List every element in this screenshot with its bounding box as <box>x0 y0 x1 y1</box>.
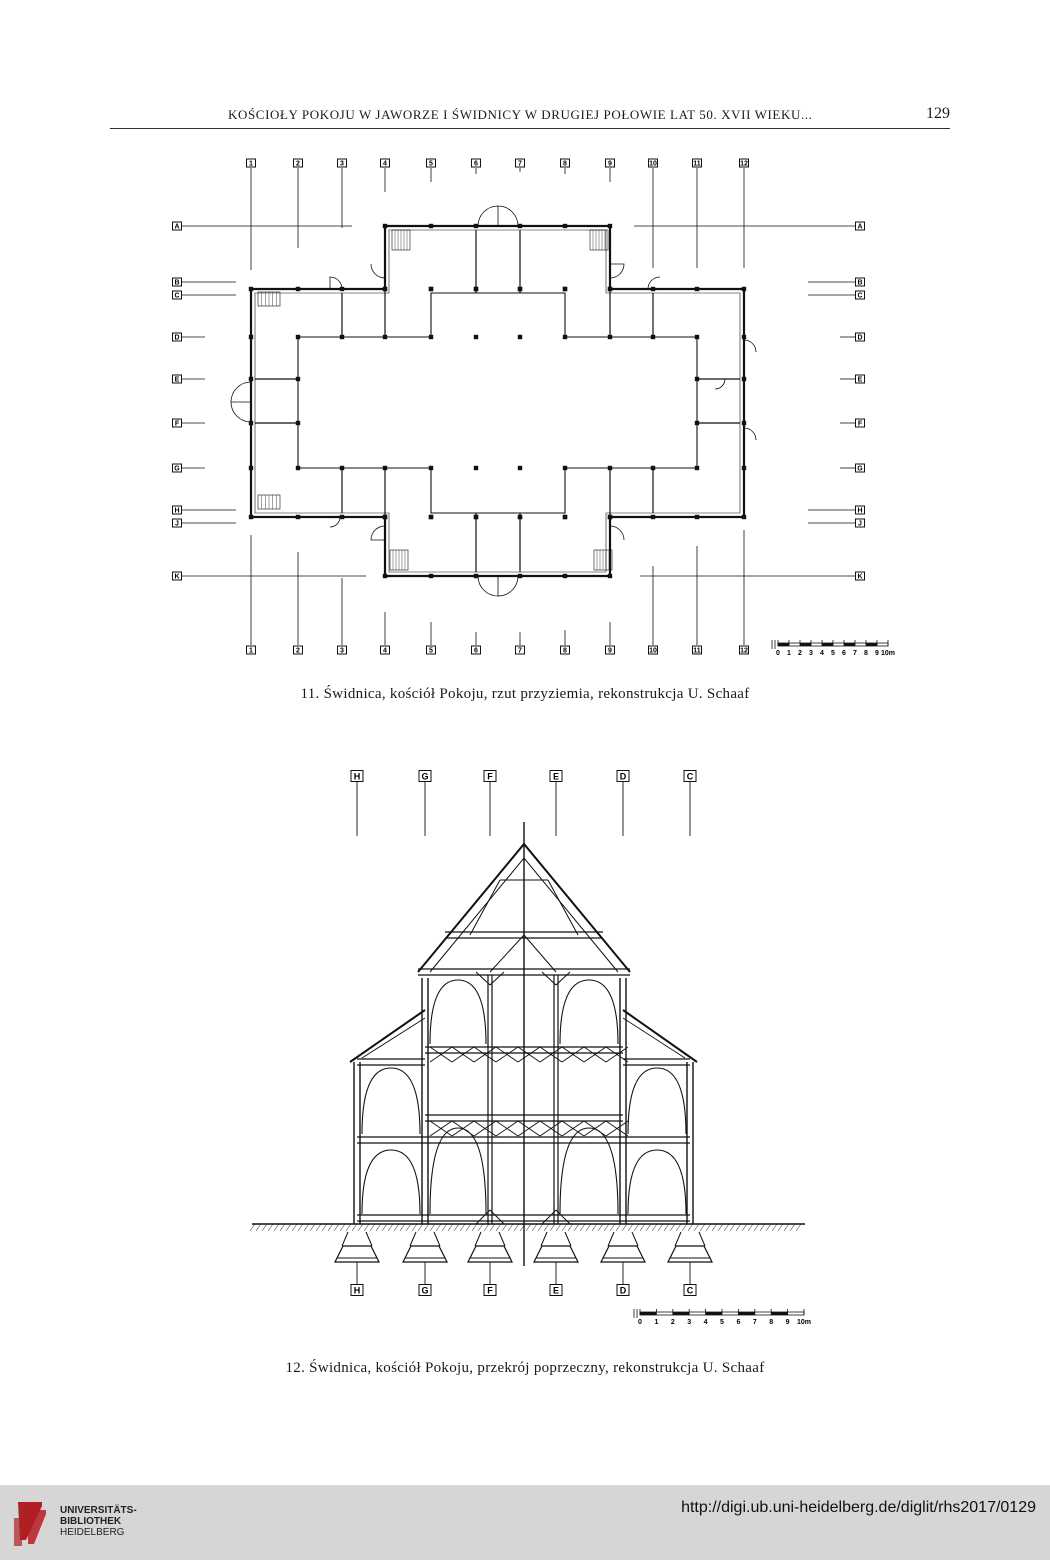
section-scale-bar-tick-label: 0 <box>638 1319 642 1326</box>
ground-hatch <box>358 1224 363 1231</box>
ground-hatch <box>574 1224 579 1231</box>
ground-hatch <box>334 1224 339 1231</box>
foundation-strut <box>565 1232 571 1246</box>
library-logo-icon <box>12 1496 52 1548</box>
grid-row-label-right: K <box>857 573 863 581</box>
foundation-footing <box>403 1246 447 1262</box>
plan-scale-bar-tick-label: 7 <box>853 650 857 657</box>
ground-hatch <box>712 1224 717 1231</box>
foundation-strut <box>434 1232 440 1246</box>
section-scale-bar-tick-label: 8 <box>769 1319 774 1326</box>
plan-scale-bar-tick-label: 1 <box>787 650 791 657</box>
section-scale-bar-tick-label: 6 <box>736 1319 741 1326</box>
ground-hatch <box>256 1224 261 1231</box>
library-line-3: HEIDELBERG <box>60 1527 125 1538</box>
ground-hatch <box>406 1224 411 1231</box>
grid-column-label-bottom: 5 <box>429 647 433 655</box>
ground-hatch <box>310 1224 315 1231</box>
section-axis-label-bottom: E <box>552 1285 560 1296</box>
section-scale-bar-tick-label: 1 <box>654 1319 659 1326</box>
plan-scale-bar-tick-label: 4 <box>820 650 824 657</box>
plan-scale-bar-tick-label: 5 <box>831 650 835 657</box>
foundation-strut <box>699 1232 705 1246</box>
ground-hatch <box>598 1224 603 1231</box>
ground-hatch <box>292 1224 297 1231</box>
section-axis-label-top: H <box>353 771 361 782</box>
ground-hatch <box>718 1224 723 1231</box>
foundation-footing <box>335 1246 379 1262</box>
ground-hatch <box>472 1224 477 1231</box>
ground-hatch <box>724 1224 729 1231</box>
ground-hatch <box>640 1224 645 1231</box>
section-scale-bar-tick-label: 10m <box>796 1319 812 1326</box>
ground-hatch <box>550 1224 555 1231</box>
grid-column-label-bottom: 12 <box>740 647 748 655</box>
plan-scale-bar-tick-label: 3 <box>809 650 813 657</box>
ground-hatch <box>772 1224 777 1231</box>
ground-hatch <box>658 1224 663 1231</box>
ground-hatch <box>622 1224 627 1231</box>
grid-row-label-left: J <box>175 520 179 528</box>
ground-hatch <box>634 1224 639 1231</box>
ground-hatch <box>670 1224 675 1231</box>
ground-hatch <box>754 1224 759 1231</box>
foundation-strut <box>499 1232 505 1246</box>
grid-row-label-left: D <box>174 334 180 342</box>
ground-hatch <box>304 1224 309 1231</box>
figure-1-caption: 11. Świdnica, kościół Pokoju, rzut przyziemia, rekonstrukcja U. Schaaf <box>300 686 750 702</box>
grid-column-label-bottom: 4 <box>383 647 387 655</box>
ground-hatch <box>274 1224 279 1231</box>
foundation-footing <box>534 1246 578 1262</box>
ground-hatch <box>346 1224 351 1231</box>
ground-hatch <box>298 1224 303 1231</box>
roof-truss-brace <box>490 935 524 972</box>
source-url-link[interactable]: http://digi.ub.uni-heidelberg.de/diglit/rhs2017/0129 <box>681 1499 1036 1516</box>
ground-hatch <box>388 1224 393 1231</box>
section-axis-label-top: F <box>487 771 493 782</box>
ground-hatch <box>400 1224 405 1231</box>
section-axis-label-bottom: F <box>487 1285 493 1296</box>
section-scale-bar-tick-label: 7 <box>752 1319 757 1326</box>
arched-brace <box>628 1068 686 1134</box>
ground-hatch <box>490 1224 495 1231</box>
ground-hatch <box>436 1224 441 1231</box>
ground-hatch <box>784 1224 789 1231</box>
grid-row-label-left: F <box>174 420 180 428</box>
section-scale-bar-segment <box>706 1312 722 1315</box>
grid-column-label-top: 10 <box>649 160 657 168</box>
ground-hatch <box>736 1224 741 1231</box>
grid-row-label-left: A <box>174 223 180 231</box>
ground-hatch <box>760 1224 765 1231</box>
ground-hatch <box>616 1224 621 1231</box>
ground-hatch <box>580 1224 585 1231</box>
arched-brace <box>560 1128 618 1214</box>
grid-column-label-top: 4 <box>383 160 387 168</box>
ground-hatch <box>316 1224 321 1231</box>
ground-hatch <box>430 1224 435 1231</box>
foundation-footing <box>668 1246 712 1262</box>
ground-hatch <box>652 1224 657 1231</box>
ground-hatch <box>328 1224 333 1231</box>
ground-hatch <box>466 1224 471 1231</box>
foundation-strut <box>608 1232 614 1246</box>
plan-scale-bar-tick-label: 8 <box>864 650 868 657</box>
ground-hatch <box>502 1224 507 1231</box>
ground-hatch <box>766 1224 771 1231</box>
plan-scale-bar-tick-label: 9 <box>875 650 879 657</box>
ground-hatch <box>706 1224 711 1231</box>
grid-row-label-right: H <box>857 507 863 515</box>
plan-scale-bar-tick-label: 2 <box>798 650 802 657</box>
arched-brace <box>560 980 618 1044</box>
aisle-roof-inner <box>362 1018 425 1058</box>
foundation-strut <box>475 1232 481 1246</box>
aisle-roof-inner <box>623 1018 685 1058</box>
foundation-strut <box>366 1232 372 1246</box>
grid-row-label-left: C <box>174 292 180 300</box>
ground-hatch <box>556 1224 561 1231</box>
ground-hatch <box>340 1224 345 1231</box>
ground-hatch <box>352 1224 357 1231</box>
roof-truss-brace <box>524 935 556 972</box>
running-title: KOŚCIOŁY POKOJU W JAWORZE I ŚWIDNICY W DRUGIEJ POŁOWIE LAT 50. XVII WIEKU... <box>228 107 813 122</box>
arched-brace <box>430 980 486 1044</box>
plan-scale-bar-tick-label: 6 <box>842 650 846 657</box>
grid-column-label-bottom: 11 <box>693 647 701 655</box>
grid-row-label-left: K <box>174 573 180 581</box>
ground-hatch <box>424 1224 429 1231</box>
grid-column-label-top: 1 <box>249 160 253 168</box>
grid-row-label-right: G <box>857 465 863 473</box>
grid-row-label-left: G <box>174 465 180 473</box>
grid-column-label-bottom: 1 <box>249 647 253 655</box>
page-number: 129 <box>926 105 950 122</box>
ground-hatch <box>730 1224 735 1231</box>
ground-hatch <box>442 1224 447 1231</box>
section-scale-bar-segment <box>771 1312 787 1315</box>
ground-hatch <box>532 1224 537 1231</box>
ground-hatch <box>280 1224 285 1231</box>
ground-hatch <box>268 1224 273 1231</box>
library-line-1: UNIVERSITÄTS- <box>60 1505 137 1516</box>
section-scale-bar-tick-label: 3 <box>687 1319 692 1326</box>
section-axis-label-bottom: D <box>619 1285 627 1296</box>
ground-hatch <box>484 1224 489 1231</box>
foundation-footing <box>468 1246 512 1262</box>
ground-hatch <box>250 1224 255 1231</box>
section-axis-label-top: E <box>552 771 560 782</box>
ground-hatch <box>742 1224 747 1231</box>
plan-scale-bar-tick-label: 10m <box>880 650 896 657</box>
foundation-strut <box>410 1232 416 1246</box>
ground-hatch <box>376 1224 381 1231</box>
section-axis-label-top: G <box>421 771 429 782</box>
ground-hatch <box>700 1224 705 1231</box>
figure-2-caption: 12. Świdnica, kościół Pokoju, przekrój poprzeczny, rekonstrukcja U. Schaaf <box>285 1360 765 1376</box>
ground-hatch <box>418 1224 423 1231</box>
ground-hatch <box>448 1224 453 1231</box>
grid-column-label-top: 8 <box>563 160 567 168</box>
grid-row-label-right: C <box>857 292 863 300</box>
ground-hatch <box>562 1224 567 1231</box>
ground-hatch <box>628 1224 633 1231</box>
arched-brace <box>430 1128 486 1214</box>
grid-row-label-right: B <box>857 279 863 287</box>
ground-hatch <box>694 1224 699 1231</box>
ground-hatch <box>676 1224 681 1231</box>
grid-column-label-bottom: 3 <box>340 647 344 655</box>
ground-hatch <box>646 1224 651 1231</box>
section-axis-label-top: C <box>686 771 694 782</box>
plan-scale-bar-tick-label: 0 <box>776 650 780 657</box>
ground-hatch <box>526 1224 531 1231</box>
grid-column-label-top: 3 <box>340 160 344 168</box>
foundation-strut <box>541 1232 547 1246</box>
library-line-2: BIBLIOTHEK <box>60 1516 122 1527</box>
ground-hatch <box>688 1224 693 1231</box>
ground-hatch <box>262 1224 267 1231</box>
foundation-strut <box>632 1232 638 1246</box>
section-axis-label-bottom: H <box>353 1285 361 1296</box>
grid-column-label-bottom: 8 <box>563 647 567 655</box>
ground-hatch <box>586 1224 591 1231</box>
foundation-strut <box>342 1232 348 1246</box>
grid-column-label-top: 6 <box>474 160 478 168</box>
ground-hatch <box>460 1224 465 1231</box>
ground-hatch <box>790 1224 795 1231</box>
ground-hatch <box>508 1224 513 1231</box>
grid-column-label-top: 2 <box>296 160 300 168</box>
foundation-footing <box>601 1246 645 1262</box>
section-scale-bar-segment <box>640 1312 656 1315</box>
ground-hatch <box>286 1224 291 1231</box>
grid-column-label-top: 5 <box>429 160 433 168</box>
ground-hatch <box>664 1224 669 1231</box>
grid-column-label-top: 11 <box>693 160 701 168</box>
ground-hatch <box>394 1224 399 1231</box>
ground-hatch <box>682 1224 687 1231</box>
grid-column-label-bottom: 6 <box>474 647 478 655</box>
grid-column-label-bottom: 7 <box>518 647 522 655</box>
grid-row-label-right: D <box>857 334 863 342</box>
grid-row-label-left: B <box>174 279 180 287</box>
ground-hatch <box>514 1224 519 1231</box>
grid-row-label-right: A <box>857 223 863 231</box>
section-scale-bar-tick-label: 4 <box>703 1319 708 1326</box>
ground-hatch <box>454 1224 459 1231</box>
roof-truss-brace <box>548 880 578 935</box>
section-axis-label-bottom: G <box>421 1285 429 1296</box>
ground-hatch <box>382 1224 387 1231</box>
ground-hatch <box>604 1224 609 1231</box>
section-axis-label-top: D <box>619 771 627 782</box>
ground-hatch <box>748 1224 753 1231</box>
grid-column-label-bottom: 9 <box>608 647 612 655</box>
section-scale-bar-segment <box>738 1312 754 1315</box>
grid-column-label-bottom: 2 <box>296 647 300 655</box>
section-scale-bar-tick-label: 9 <box>785 1319 790 1326</box>
aisle-roof-rafter <box>623 1010 697 1062</box>
grid-row-label-right: F <box>857 420 863 428</box>
ground-hatch <box>478 1224 483 1231</box>
grid-column-label-top: 12 <box>740 160 748 168</box>
ground-hatch <box>412 1224 417 1231</box>
grid-row-label-left: E <box>174 376 180 384</box>
ground-hatch <box>370 1224 375 1231</box>
section-scale-bar-tick-label: 2 <box>670 1319 675 1326</box>
aisle-roof-rafter <box>350 1010 425 1062</box>
arched-brace <box>628 1150 686 1214</box>
ground-hatch <box>544 1224 549 1231</box>
ground-hatch <box>322 1224 327 1231</box>
footer-bar <box>0 1485 1050 1560</box>
grid-row-label-right: E <box>857 376 863 384</box>
ground-hatch <box>364 1224 369 1231</box>
arched-brace <box>362 1068 420 1134</box>
section-scale-bar-segment <box>673 1312 689 1315</box>
grid-row-label-left: H <box>174 507 180 515</box>
section-scale-bar-tick-label: 5 <box>720 1319 724 1326</box>
grid-column-label-top: 7 <box>518 160 522 168</box>
ground-hatch <box>796 1224 801 1231</box>
grid-column-label-bottom: 10 <box>649 647 657 655</box>
grid-row-label-right: J <box>858 520 862 528</box>
ground-hatch <box>610 1224 615 1231</box>
library-name <box>60 1505 137 1538</box>
roof-truss-brace <box>470 880 500 935</box>
ground-hatch <box>538 1224 543 1231</box>
grid-column-label-top: 9 <box>608 160 612 168</box>
ground-hatch <box>778 1224 783 1231</box>
section-axis-label-bottom: C <box>686 1285 694 1296</box>
foundation-strut <box>675 1232 681 1246</box>
ground-hatch <box>496 1224 501 1231</box>
ground-hatch <box>568 1224 573 1231</box>
ground-hatch <box>592 1224 597 1231</box>
arched-brace <box>362 1150 420 1214</box>
